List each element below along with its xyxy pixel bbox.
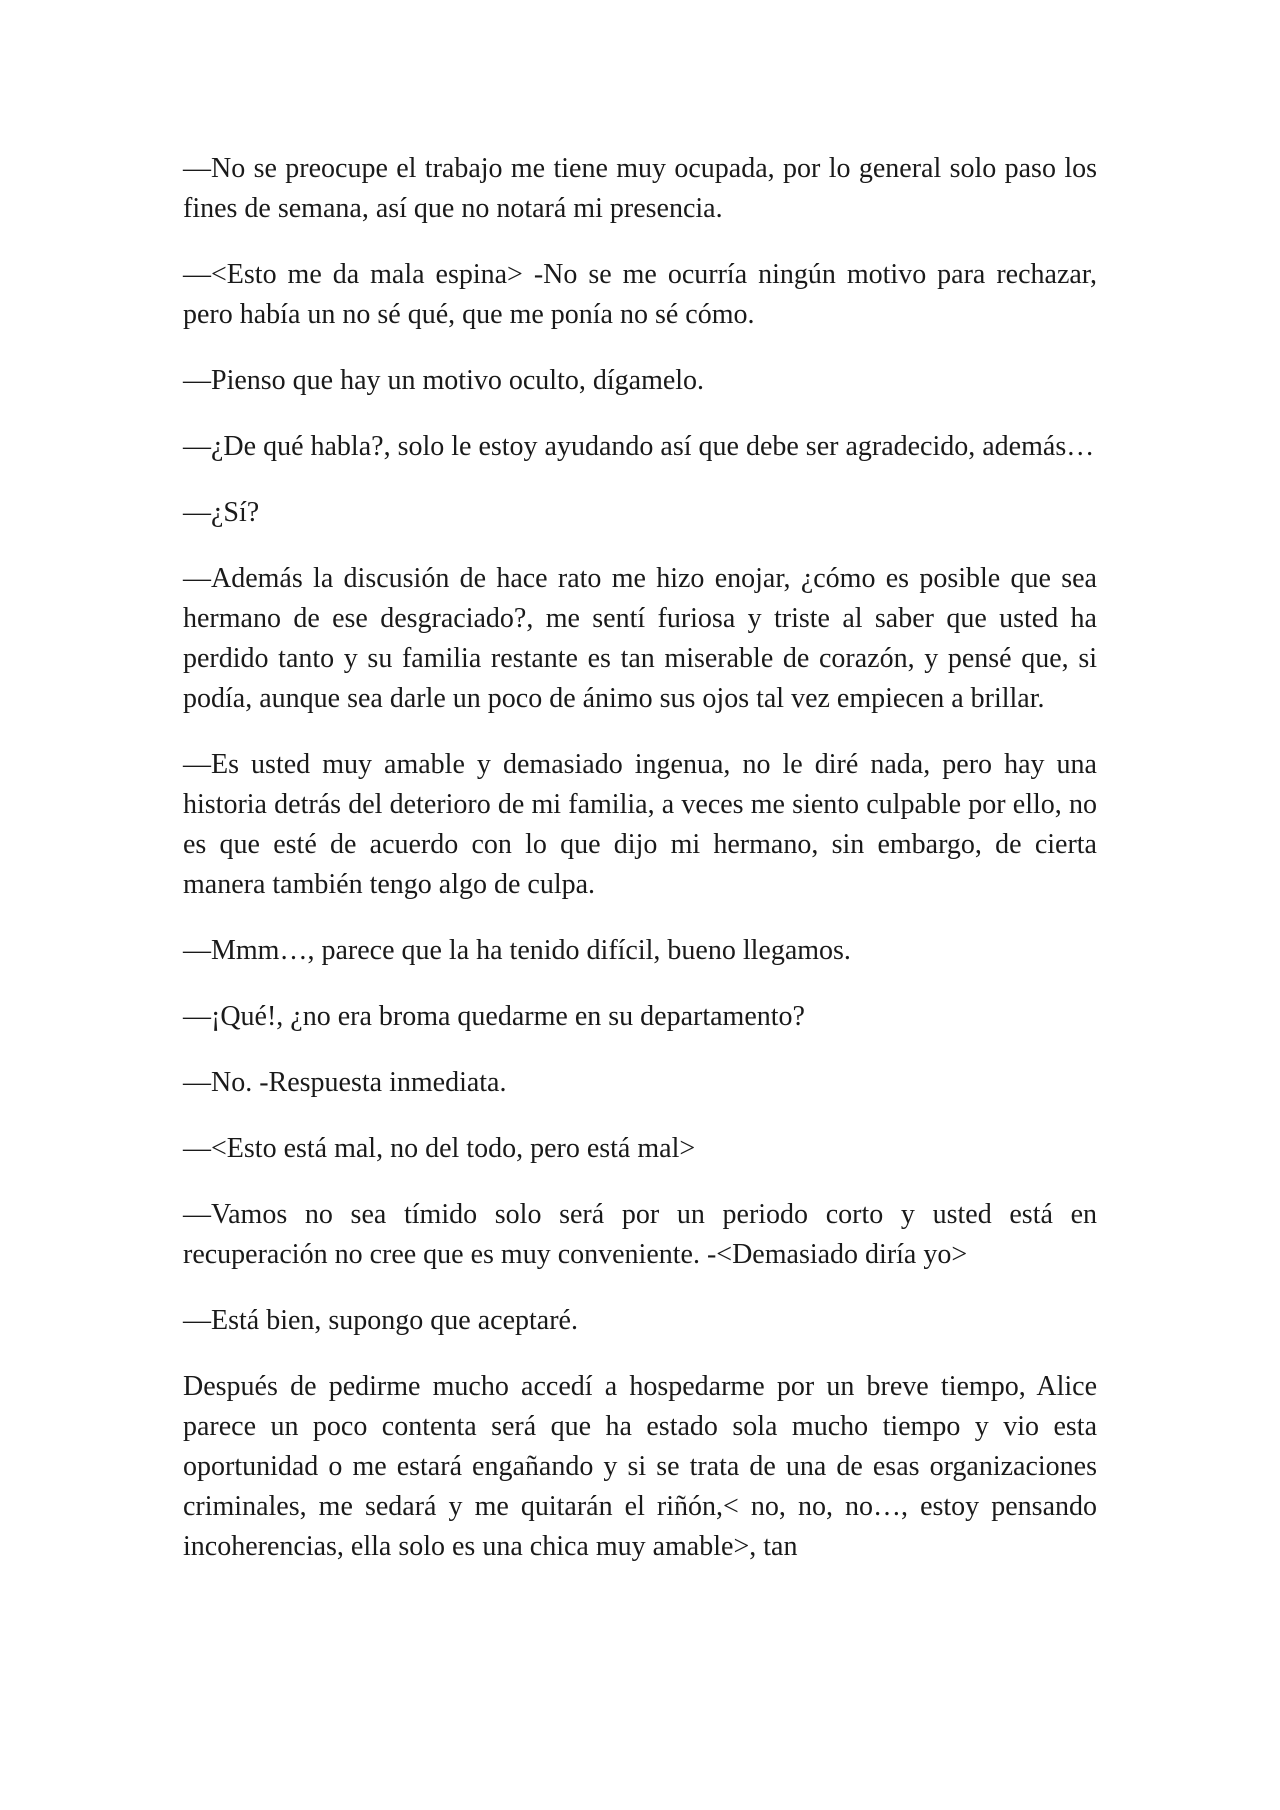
paragraph: —No se preocupe el trabajo me tiene muy ocupada, por lo general solo paso los fines de semana, así que no notará mi presencia. [183, 153, 1097, 224]
paragraph: —Pienso que hay un motivo oculto, dígamelo. [183, 365, 705, 396]
paragraph: —Es usted muy amable y demasiado ingenua, no le diré nada, pero hay una historia detrás del deterioro de mi familia, a veces me siento culpable por ello, no es que esté de acuerdo con lo que dijo mi hermano, sin embargo, de cierta manera también tengo algo de culpa. [183, 749, 1097, 900]
paragraph: —Vamos no sea tímido solo será por un periodo corto y usted está en recuperación no cree que es muy conveniente. -<Demasiado diría yo> [183, 1199, 1097, 1270]
paragraph: —Mmm…, parece que la ha tenido difícil, bueno llegamos. [183, 935, 851, 966]
document-body [183, 149, 1097, 1593]
paragraph: —<Esto está mal, no del todo, pero está mal> [183, 1133, 696, 1164]
paragraph: —¡Qué!, ¿no era broma quedarme en su departamento? [183, 1001, 805, 1032]
paragraph: —Además la discusión de hace rato me hizo enojar, ¿cómo es posible que sea hermano de ese desgraciado?, me sentí furiosa y triste al saber que usted ha perdido tanto y su familia restante es tan miserable de corazón, y pensé que, si podía, aunque sea darle un poco de ánimo sus ojos tal vez empiecen a brillar. [183, 563, 1097, 714]
paragraph: —No. -Respuesta inmediata. [183, 1067, 507, 1098]
paragraph: —¿De qué habla?, solo le estoy ayudando así que debe ser agradecido, además… [183, 431, 1095, 462]
paragraph: —¿Sí? [183, 497, 260, 528]
paragraph: —Está bien, supongo que aceptaré. [183, 1305, 578, 1336]
paragraph: Después de pedirme mucho accedí a hospedarme por un breve tiempo, Alice parece un poco contenta será que ha estado sola mucho tiempo y vio esta oportunidad o me estará engañando y si se trata de una de esas organizaciones criminales, me sedará y me quitarán el riñón,< no, no, no…, estoy pensando incoherencias, ella solo es una chica muy amable>, tan [183, 1371, 1097, 1562]
paragraph: —<Esto me da mala espina> -No se me ocurría ningún motivo para rechazar, pero había un no sé qué, que me ponía no sé cómo. [183, 259, 1097, 330]
